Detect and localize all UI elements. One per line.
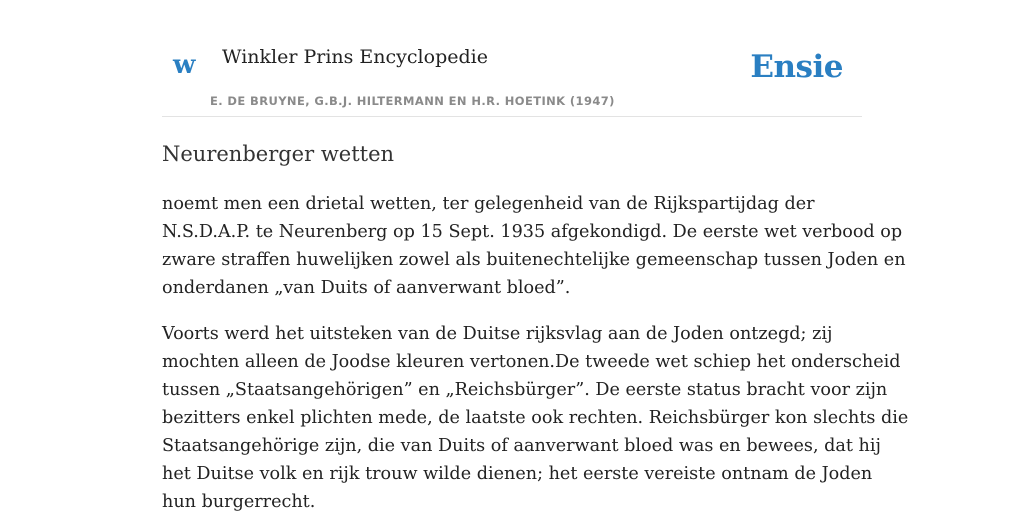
paragraph-line: Voorts werd het uitsteken van de Duitse rijksvlag aan de Joden ontzegd; zij bbox=[162, 324, 833, 344]
paragraph-line: het Duitse volk en rijk trouw wilde dienen; het eerste vereiste ontnam de Joden bbox=[162, 464, 873, 484]
paragraph-line: bezitters enkel plichten mede, de laatste ook rechten. Reichsbürger kon slechts die bbox=[162, 408, 909, 428]
paragraph-line: mochten alleen de Joodse kleuren vertonen.De tweede wet schiep het onderscheid bbox=[162, 352, 901, 372]
paragraph-line: noemt men een drietal wetten, ter gelegenheid van de Rijkspartijdag der bbox=[162, 194, 815, 214]
paragraph-line: N.S.D.A.P. te Neurenberg op 15 Sept. 1935 afgekondigd. De eerste wet verbood op bbox=[162, 222, 903, 242]
paragraph-line: hun burgerrecht. bbox=[162, 492, 316, 512]
site-header bbox=[162, 0, 862, 117]
encyclopedia-title[interactable]: Winkler Prins Encyclopedie bbox=[222, 46, 488, 68]
paragraph-line: zware straffen huwelijken zowel als buitenechtelijke gemeenschap tussen Joden en bbox=[162, 250, 906, 270]
paragraph-line: Staatsangehörige zijn, die van Duits of aanverwant bloed was en bewees, dat hij bbox=[162, 436, 881, 456]
article-title: Neurenberger wetten bbox=[162, 142, 395, 166]
authors-line: E. DE BRUYNE, G.B.J. HILTERMANN EN H.R. HOETINK (1947) bbox=[210, 94, 615, 108]
article-paragraph bbox=[162, 190, 906, 302]
paragraph-line: onderdanen „van Duits of aanverwant bloed”. bbox=[162, 278, 571, 298]
article bbox=[162, 138, 909, 512]
ensie-brand-logo[interactable]: Ensie bbox=[750, 49, 843, 85]
article-paragraph bbox=[162, 320, 909, 512]
logo-icon[interactable]: w bbox=[173, 50, 196, 80]
paragraph-line: tussen „Staatsangehörigen” en „Reichsbürger”. De eerste status bracht voor zijn bbox=[162, 380, 888, 400]
